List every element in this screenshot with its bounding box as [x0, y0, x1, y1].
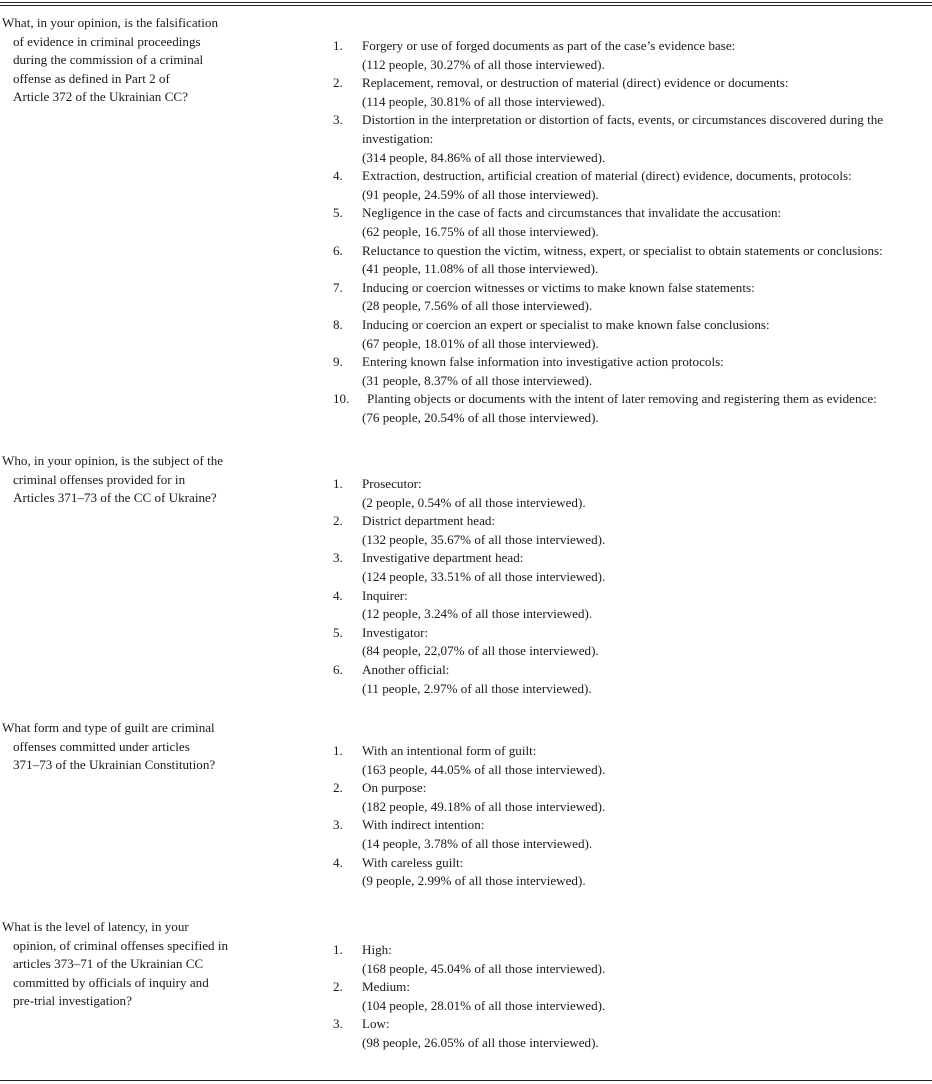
answer-number: 10. — [333, 391, 350, 407]
answer-number: 3. — [333, 112, 343, 128]
answer-number: 3. — [333, 1016, 343, 1032]
answer-text — [362, 549, 932, 586]
answer-number: 1. — [333, 476, 343, 491]
answer-item — [333, 390, 932, 427]
answer-item — [333, 816, 932, 853]
question-line: committed by officials of inquiry and — [13, 974, 209, 990]
answer-item — [333, 978, 932, 1015]
answer-stat: (41 people, 11.08% of all those interviewed). — [362, 261, 599, 277]
answer-number: 6. — [333, 242, 343, 258]
answer-line: Low: — [362, 1016, 390, 1032]
answer-number: 5. — [333, 205, 343, 221]
question-line: opinion, of criminal offenses specified in — [13, 937, 229, 953]
answer-number: 6. — [333, 661, 343, 677]
answer-item — [333, 204, 932, 241]
answers-list — [333, 941, 932, 1053]
answer-stat: (84 people, 22,07% of all those interviewed). — [362, 643, 599, 659]
answer-stat: (31 people, 8.37% of all those interviewed). — [362, 372, 593, 388]
answer-stat: (2 people, 0.54% of all those interviewed). — [362, 494, 586, 510]
answer-line: Planting objects or documents with the intent of later removing and registering them as evidence: — [367, 391, 877, 407]
answer-line: District department head: — [362, 513, 496, 529]
answer-text — [362, 978, 932, 1015]
answer-item — [333, 167, 932, 204]
answer-number: 4. — [333, 168, 343, 184]
answer-stat: (62 people, 16.75% of all those interviewed). — [362, 223, 599, 239]
answer-item — [333, 353, 932, 390]
answer-text — [362, 37, 932, 74]
question-cell — [2, 719, 252, 775]
answer-item — [333, 854, 932, 891]
answer-line: With an intentional form of guilt: — [362, 743, 537, 758]
answer-stat: (91 people, 24.59% of all those interviewed). — [362, 186, 599, 202]
answer-text — [362, 624, 932, 661]
answer-item — [333, 779, 932, 816]
answer-number: 9. — [333, 354, 343, 370]
answer-line: Replacement, removal, or destruction of material (direct) evidence or documents: — [362, 75, 789, 91]
question-line: Article 372 of the Ukrainian CC? — [13, 89, 188, 105]
question-line: Who, in your opinion, is the subject of the — [2, 453, 224, 468]
answer-stat: (28 people, 7.56% of all those interviewed). — [362, 298, 593, 314]
answer-text — [362, 353, 932, 390]
answer-text — [362, 587, 932, 624]
answer-line: With careless guilt: — [362, 854, 464, 870]
answer-item — [333, 1015, 932, 1052]
answer-number: 5. — [333, 624, 343, 640]
answer-item — [333, 242, 932, 279]
table-top-rule — [0, 2, 932, 3]
answer-line: Investigator: — [362, 624, 429, 640]
question-line: during the commission of a criminal — [13, 52, 204, 68]
answer-text — [362, 316, 932, 353]
answer-number: 1. — [333, 743, 343, 758]
answers-list — [333, 37, 932, 427]
answer-stat: (112 people, 30.27% of all those interviewed). — [362, 56, 605, 72]
answer-text — [362, 242, 932, 279]
answers-list — [333, 742, 932, 891]
answer-stat: (124 people, 33.51% of all those interviewed). — [362, 568, 606, 584]
answer-stat: (14 people, 3.78% of all those interviewed). — [362, 835, 593, 851]
answer-line: investigation: — [362, 130, 434, 146]
answer-stat: (76 people, 20.54% of all those interviewed). — [362, 409, 599, 425]
answer-line: Medium: — [362, 979, 411, 995]
answer-stat: (114 people, 30.81% of all those interviewed). — [362, 93, 605, 109]
answer-item — [333, 661, 932, 698]
answer-number: 1. — [333, 38, 343, 53]
answer-line: Inquirer: — [362, 587, 408, 603]
answer-line: Another official: — [362, 661, 450, 677]
question-line: 371–73 of the Ukrainian Constitution? — [13, 757, 216, 773]
answer-stat: (168 people, 45.04% of all those interviewed). — [362, 960, 606, 976]
answer-item — [333, 742, 932, 779]
answer-number: 1. — [333, 942, 343, 957]
answer-line: Inducing or coercion witnesses or victims to make known false statements: — [362, 279, 755, 295]
answer-stat: (67 people, 18.01% of all those interviewed). — [362, 335, 599, 351]
answer-text — [362, 941, 932, 978]
answer-text — [362, 475, 932, 512]
table-bottom-rule — [0, 1080, 932, 1081]
answer-line: Entering known false information into investigative action protocols: — [362, 354, 724, 370]
answer-number: 2. — [333, 979, 343, 995]
question-line: criminal offenses provided for in — [13, 471, 186, 487]
answer-line: Distortion in the interpretation or distortion of facts, events, or circumstances discovered during the — [362, 112, 884, 128]
answer-item — [333, 279, 932, 316]
answer-stat: (98 people, 26.05% of all those interviewed). — [362, 1034, 599, 1050]
answer-text — [362, 512, 932, 549]
answer-line: On purpose: — [362, 780, 427, 796]
question-line: What form and type of guilt are criminal — [2, 720, 215, 735]
answer-text — [362, 742, 932, 779]
question-line: of evidence in criminal proceedings — [13, 33, 201, 49]
answer-line: Extraction, destruction, artificial creation of material (direct) evidence, documents, protocols: — [362, 168, 852, 184]
table-top-rule-double — [0, 5, 932, 6]
question-line: offenses committed under articles — [13, 738, 190, 754]
question-cell — [2, 918, 252, 1011]
answers-list — [333, 475, 932, 698]
answer-number: 4. — [333, 587, 343, 603]
answer-line: High: — [362, 942, 392, 957]
answer-item — [333, 111, 932, 167]
answer-item — [333, 37, 932, 74]
answer-text — [362, 204, 932, 241]
answer-number: 2. — [333, 75, 343, 91]
answer-number: 3. — [333, 817, 343, 833]
answer-stat: (9 people, 2.99% of all those interviewed). — [362, 873, 586, 889]
answer-item — [333, 316, 932, 353]
answer-number: 2. — [333, 513, 343, 529]
answer-item — [333, 512, 932, 549]
answer-item — [333, 549, 932, 586]
answer-line: Negligence in the case of facts and circumstances that invalidate the accusation: — [362, 205, 782, 221]
answer-stat: (12 people, 3.24% of all those interviewed). — [362, 606, 593, 622]
answer-text — [362, 167, 932, 204]
answer-stat: (163 people, 44.05% of all those interviewed). — [362, 761, 606, 777]
answer-text — [362, 779, 932, 816]
answer-number: 7. — [333, 279, 343, 295]
question-line: articles 373–71 of the Ukrainian CC — [13, 956, 204, 972]
answer-item — [333, 475, 932, 512]
answer-text — [362, 74, 932, 111]
question-line: What is the level of latency, in your — [2, 919, 189, 934]
answer-stat: (182 people, 49.18% of all those interviewed). — [362, 798, 606, 814]
answer-line: Investigative department head: — [362, 550, 524, 566]
answer-number: 3. — [333, 550, 343, 566]
answer-text — [362, 1015, 932, 1052]
answer-number: 2. — [333, 780, 343, 796]
answer-text — [362, 661, 932, 698]
answer-item — [333, 74, 932, 111]
answer-item — [333, 624, 932, 661]
answer-line: Inducing or coercion an expert or specialist to make known false conclusions: — [362, 316, 770, 332]
answer-stat: (132 people, 35.67% of all those interviewed). — [362, 531, 606, 547]
answer-text — [362, 390, 932, 427]
answer-line: With indirect intention: — [362, 817, 485, 833]
question-cell — [2, 14, 252, 107]
answer-text — [362, 816, 932, 853]
question-cell — [2, 452, 252, 508]
answer-text — [362, 111, 932, 167]
answer-stat: (11 people, 2.97% of all those interviewed). — [362, 680, 592, 696]
answer-text — [362, 279, 932, 316]
answer-line: Reluctance to question the victim, witness, expert, or specialist to obtain statements or conclusions: — [362, 242, 883, 258]
answer-line: Forgery or use of forged documents as part of the case’s evidence base: — [362, 38, 736, 53]
question-line: pre-trial investigation? — [13, 993, 132, 1009]
question-line: What, in your opinion, is the falsification — [2, 15, 219, 30]
answer-text — [362, 854, 932, 891]
question-line: Articles 371–73 of the CC of Ukraine? — [13, 490, 217, 506]
answer-item — [333, 941, 932, 978]
answer-stat: (104 people, 28.01% of all those interviewed). — [362, 997, 606, 1013]
answer-line: Prosecutor: — [362, 476, 422, 491]
answer-number: 8. — [333, 316, 343, 332]
answer-item — [333, 587, 932, 624]
question-line: offense as defined in Part 2 of — [13, 70, 170, 86]
answer-number: 4. — [333, 854, 343, 870]
answer-stat: (314 people, 84.86% of all those interviewed). — [362, 149, 606, 165]
